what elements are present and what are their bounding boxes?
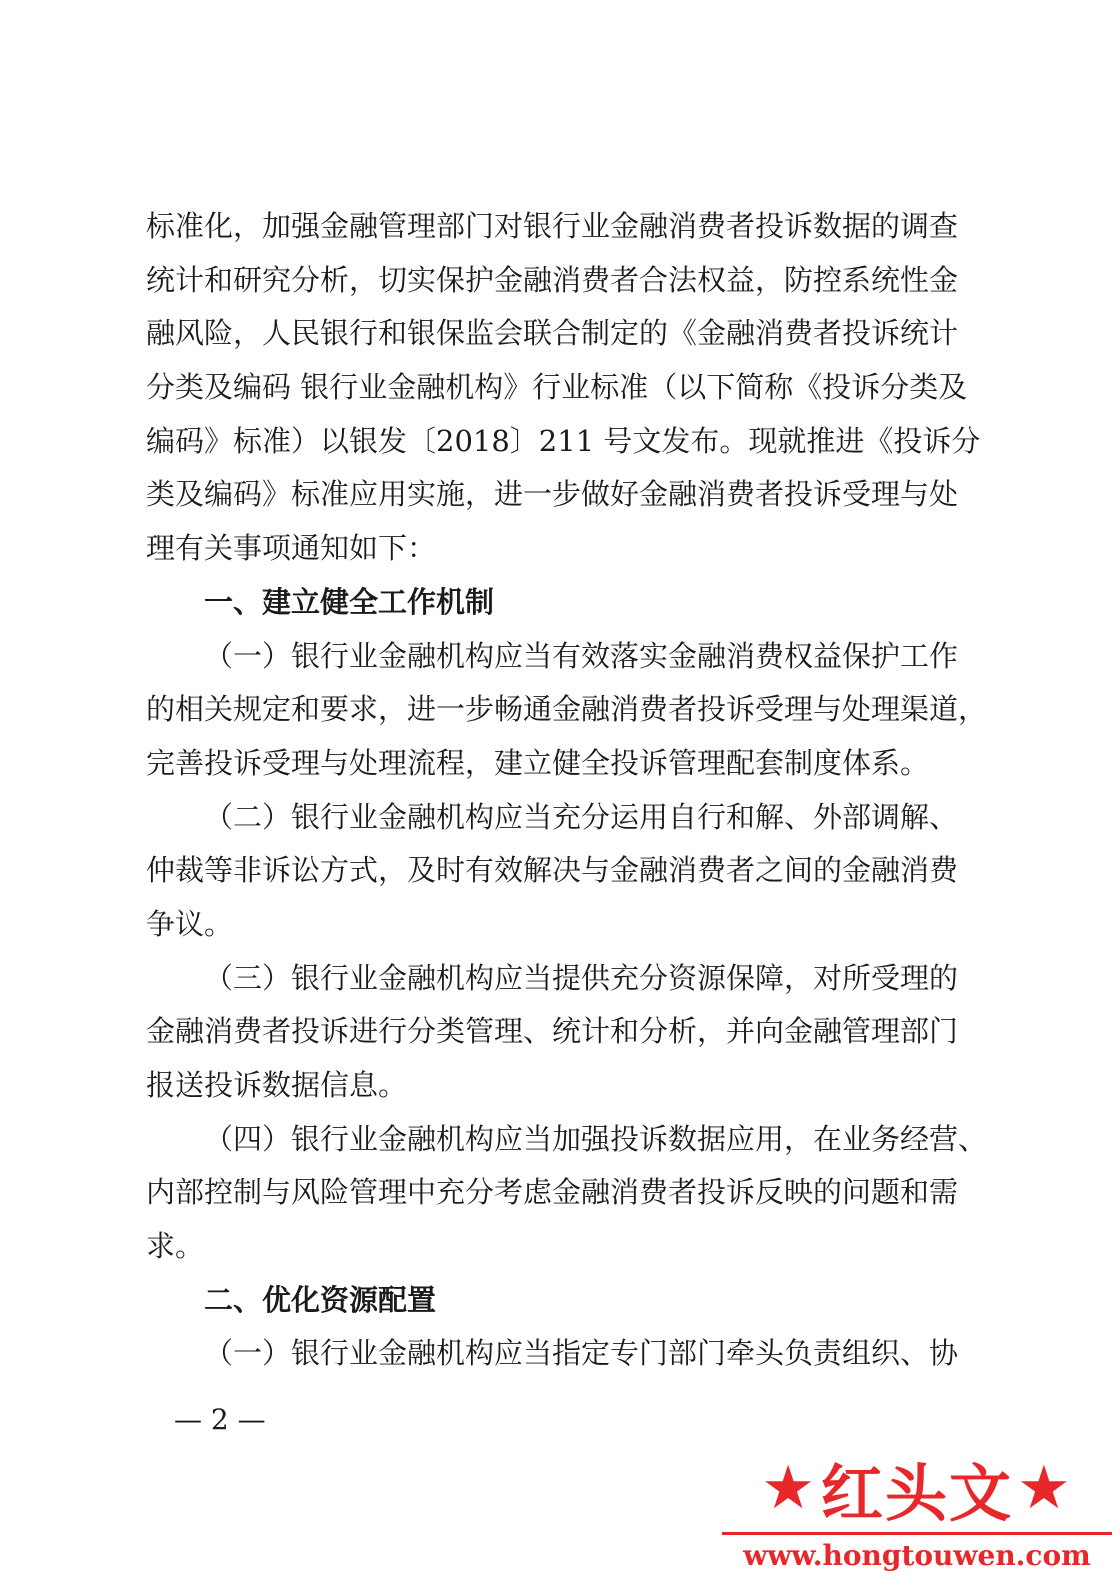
body-line-12: （二）银行业金融机构应当充分运用自行和解、外部调解、 — [204, 799, 959, 834]
watermark-url: www.hongtouwen.com — [743, 1539, 1091, 1572]
watermark-title-row — [722, 1448, 1112, 1528]
star-icon: ★ — [761, 1453, 817, 1523]
body-line-19: 内部控制与风险管理中充分考虑金融消费者投诉反映的问题和需 — [146, 1175, 959, 1210]
watermark — [722, 1448, 1112, 1578]
body-line-11: 完善投诉受理与处理流程，建立健全投诉管理配套制度体系。 — [146, 745, 930, 780]
body-line-6: 类及编码》标准应用实施，进一步做好金融消费者投诉受理与处 — [146, 477, 959, 512]
section-heading-2: 二、优化资源配置 — [204, 1282, 437, 1317]
document-body — [146, 200, 988, 1381]
body-line-2: 统计和研究分析，切实保护金融消费者合法权益，防控系统性金 — [146, 262, 959, 297]
body-line-15: （三）银行业金融机构应当提供充分资源保障，对所受理的 — [204, 960, 959, 995]
body-line-13: 仲裁等非诉讼方式，及时有效解决与金融消费者之间的金融消费 — [146, 853, 959, 888]
body-line-20: 求。 — [146, 1229, 205, 1264]
star-icon: ★ — [1017, 1453, 1073, 1523]
body-line-10: 的相关规定和要求，进一步畅通金融消费者投诉受理与处理渠道， — [146, 692, 988, 727]
section-heading-1: 一、建立健全工作机制 — [204, 584, 495, 619]
body-line-9: （一）银行业金融机构应当有效落实金融消费权益保护工作 — [204, 638, 959, 673]
body-line-17: 报送投诉数据信息。 — [146, 1068, 408, 1102]
watermark-title: 红头文 — [820, 1456, 1013, 1530]
body-line-16: 金融消费者投诉进行分类管理、统计和分析，并向金融管理部门 — [146, 1014, 959, 1049]
body-line-4: 分类及编码 银行业金融机构》行业标准（以下简称《投诉分类及 — [146, 370, 968, 405]
body-line-22: （一）银行业金融机构应当指定专门部门牵头负责组织、协 — [204, 1336, 959, 1371]
body-line-18: （四）银行业金融机构应当加强投诉数据应用，在业务经营、 — [204, 1121, 988, 1156]
page-number: — 2 — — [174, 1403, 266, 1436]
body-line-3: 融风险，人民银行和银保监会联合制定的《金融消费者投诉统计 — [146, 316, 959, 351]
body-line-1: 标准化，加强金融管理部门对银行业金融消费者投诉数据的调查 — [146, 209, 959, 243]
watermark-divider — [722, 1532, 1112, 1535]
body-line-14: 争议。 — [146, 906, 234, 941]
body-line-7: 理有关事项通知如下： — [146, 531, 437, 566]
body-line-5: 编码》标准）以银发〔2018〕211 号文发布。现就推进《投诉分 — [146, 423, 981, 458]
